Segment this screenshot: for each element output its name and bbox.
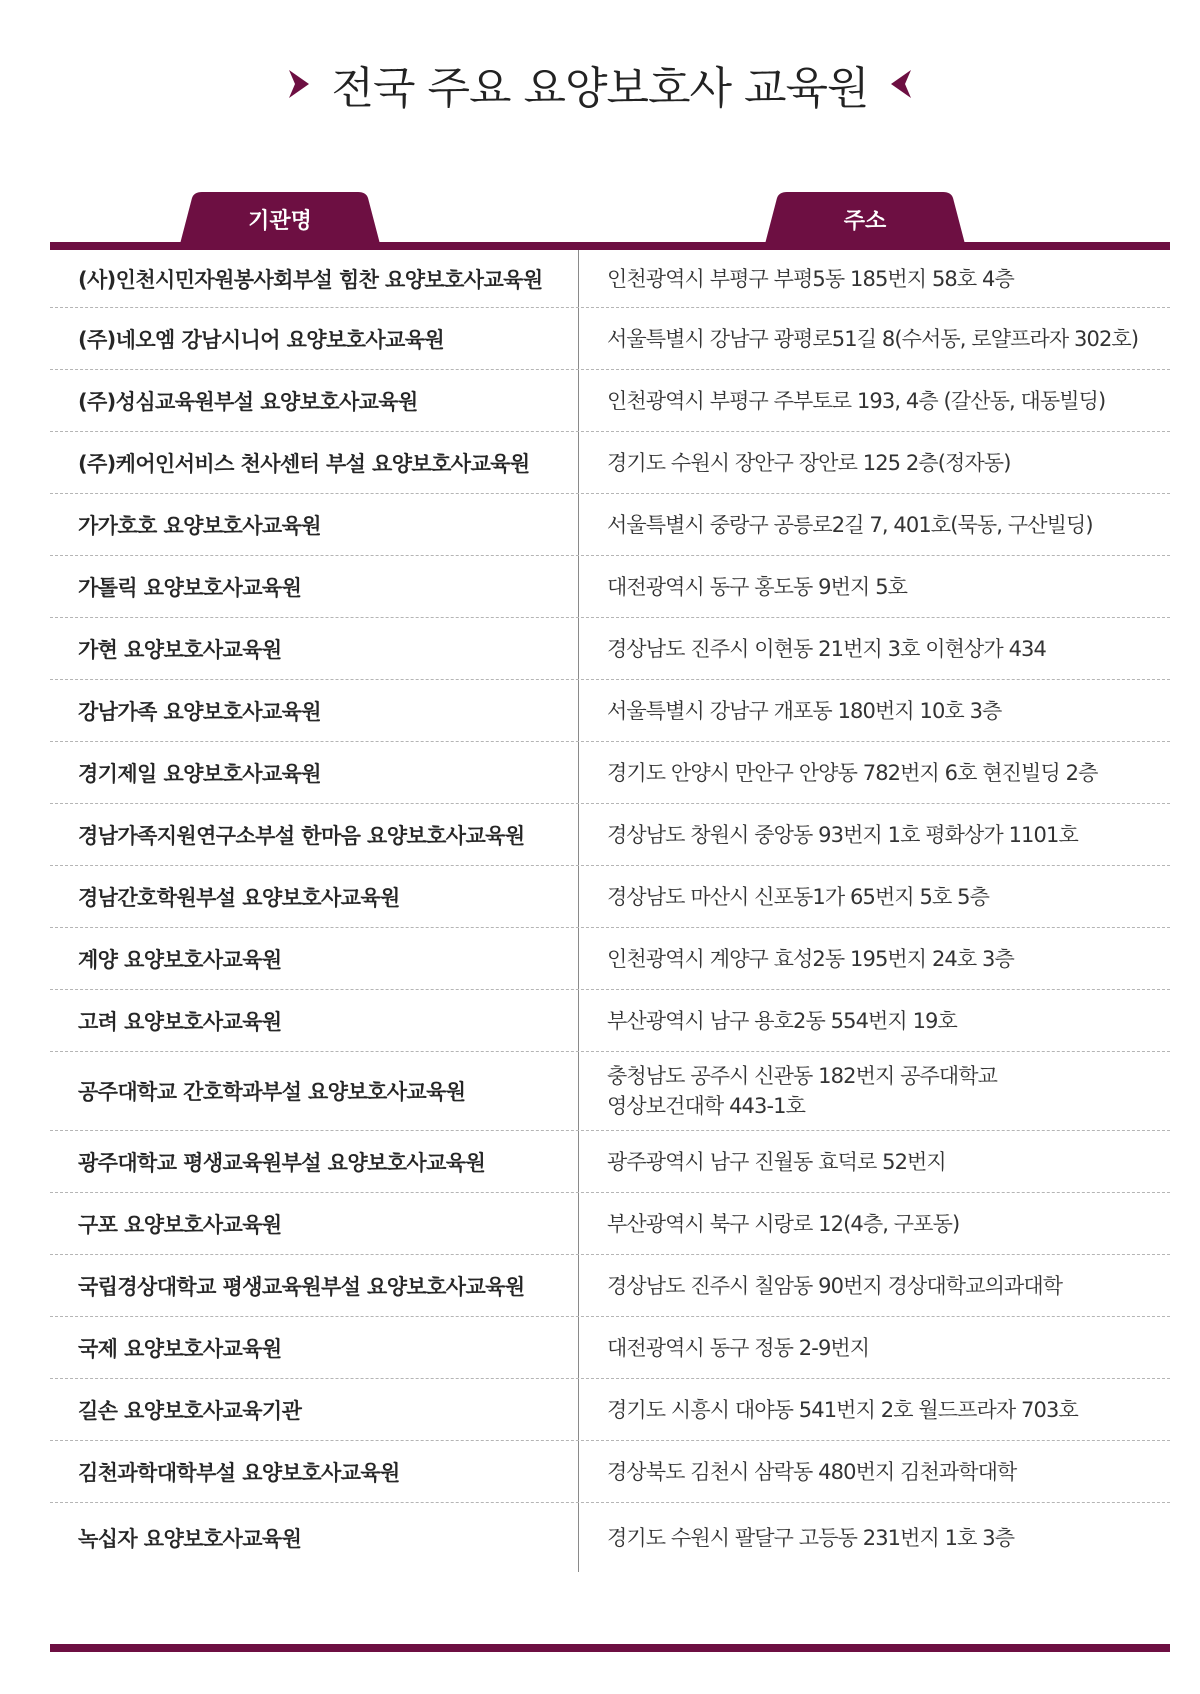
institution-name: 공주대학교 간호학과부설 요양보호사교육원 [50, 1052, 579, 1130]
institution-name: (사)인천시민자원봉사회부설 힘찬 요양보호사교육원 [50, 250, 579, 307]
header-name-label: 기관명 [248, 208, 312, 234]
table-row [50, 1052, 1170, 1131]
institution-address: 경기도 시흥시 대야동 541번지 2호 월드프라자 703호 [607, 1397, 1078, 1422]
institution-address: 경기도 수원시 팔달구 고등동 231번지 1호 3층 [607, 1525, 1015, 1550]
institution-address: 경상남도 마산시 신포동1가 65번지 5호 5층 [607, 884, 989, 909]
table-bottom-rule [50, 1644, 1170, 1652]
institution-address: 광주광역시 남구 진월동 효덕로 52번지 [607, 1149, 946, 1174]
institution-address: 대전광역시 동구 정동 2-9번지 [607, 1335, 870, 1360]
institution-address: 인천광역시 계양구 효성2동 195번지 24호 3층 [607, 946, 1014, 971]
institution-address: 부산광역시 남구 용호2동 554번지 19호 [607, 1008, 957, 1033]
page-title: 전국 주요 요양보호사 교육원 [331, 63, 869, 114]
institution-address: 인천광역시 부평구 주부토로 193, 4층 (갈산동, 대동빌딩) [607, 388, 1106, 413]
institution-name: 녹십자 요양보호사교육원 [50, 1503, 579, 1572]
institution-address: 경상남도 진주시 칠암동 90번지 경상대학교의과대학 [607, 1273, 1063, 1298]
table-row [50, 742, 1170, 804]
institution-name: 가가호호 요양보호사교육원 [50, 494, 579, 555]
table-row [50, 680, 1170, 742]
institution-address: 서울특별시 중랑구 공릉로2길 7, 401호(묵동, 구산빌딩) [607, 512, 1093, 537]
table-top-rule [50, 242, 1170, 250]
triangle-left-icon [889, 68, 913, 100]
institution-name: (주)케어인서비스 천사센터 부설 요양보호사교육원 [50, 432, 579, 493]
table-row [50, 250, 1170, 308]
table-row [50, 494, 1170, 556]
institution-name: 김천과학대학부설 요양보호사교육원 [50, 1441, 579, 1502]
table-row [50, 432, 1170, 494]
institution-address: 경기도 안양시 만안구 안양동 782번지 6호 현진빌딩 2층 [607, 760, 1098, 785]
table-row [50, 1193, 1170, 1255]
table-row [50, 618, 1170, 680]
institution-address: 인천광역시 부평구 부평5동 185번지 58호 4층 [607, 266, 1014, 291]
table-row [50, 866, 1170, 928]
institution-address: 충청남도 공주시 신관동 182번지 공주대학교 영상보건대학 443-1호 [607, 1064, 998, 1118]
institution-address: 경상남도 창원시 중앙동 93번지 1호 평화상가 1101호 [607, 822, 1078, 847]
table-row [50, 1131, 1170, 1193]
institution-name: 경기제일 요양보호사교육원 [50, 742, 579, 803]
table-row [50, 1379, 1170, 1441]
institution-name: (주)네오엠 강남시니어 요양보호사교육원 [50, 308, 579, 369]
table-row [50, 928, 1170, 990]
institution-name: 경남가족지원연구소부설 한마음 요양보호사교육원 [50, 804, 579, 865]
table-row [50, 1255, 1170, 1317]
institution-name: 경남간호학원부설 요양보호사교육원 [50, 866, 579, 927]
header-address-tab [765, 192, 965, 244]
institution-name: 길손 요양보호사교육기관 [50, 1379, 579, 1440]
title-bar [0, 52, 1200, 116]
institution-name: 국제 요양보호사교육원 [50, 1317, 579, 1378]
table-body [50, 250, 1170, 1572]
institution-address: 경상북도 김천시 삼락동 480번지 김천과학대학 [607, 1459, 1017, 1484]
institution-name: 가톨릭 요양보호사교육원 [50, 556, 579, 617]
table-row [50, 1441, 1170, 1503]
header-address-label: 주소 [843, 208, 887, 234]
institution-name: 계양 요양보호사교육원 [50, 928, 579, 989]
triangle-right-icon [287, 68, 311, 100]
header-name-tab [180, 192, 380, 244]
table-row [50, 804, 1170, 866]
institution-address: 서울특별시 강남구 개포동 180번지 10호 3층 [607, 698, 1002, 723]
institution-name: 국립경상대학교 평생교육원부설 요양보호사교육원 [50, 1255, 579, 1316]
table-row [50, 308, 1170, 370]
institution-address: 서울특별시 강남구 광평로51길 8(수서동, 로얄프라자 302호) [607, 326, 1139, 351]
institution-address: 부산광역시 북구 시랑로 12(4층, 구포동) [607, 1211, 960, 1236]
institution-name: 광주대학교 평생교육원부설 요양보호사교육원 [50, 1131, 579, 1192]
table-row [50, 1317, 1170, 1379]
institution-name: 가현 요양보호사교육원 [50, 618, 579, 679]
institution-name: 강남가족 요양보호사교육원 [50, 680, 579, 741]
table-row [50, 1503, 1170, 1572]
institution-name: 구포 요양보호사교육원 [50, 1193, 579, 1254]
institution-name: 고려 요양보호사교육원 [50, 990, 579, 1051]
institution-address: 대전광역시 동구 홍도동 9번지 5호 [607, 574, 908, 599]
table-row [50, 370, 1170, 432]
table-row [50, 556, 1170, 618]
institution-address: 경기도 수원시 장안구 장안로 125 2층(정자동) [607, 450, 1011, 475]
institution-address: 경상남도 진주시 이현동 21번지 3호 이현상가 434 [607, 636, 1046, 661]
institution-name: (주)성심교육원부설 요양보호사교육원 [50, 370, 579, 431]
table-row [50, 990, 1170, 1052]
